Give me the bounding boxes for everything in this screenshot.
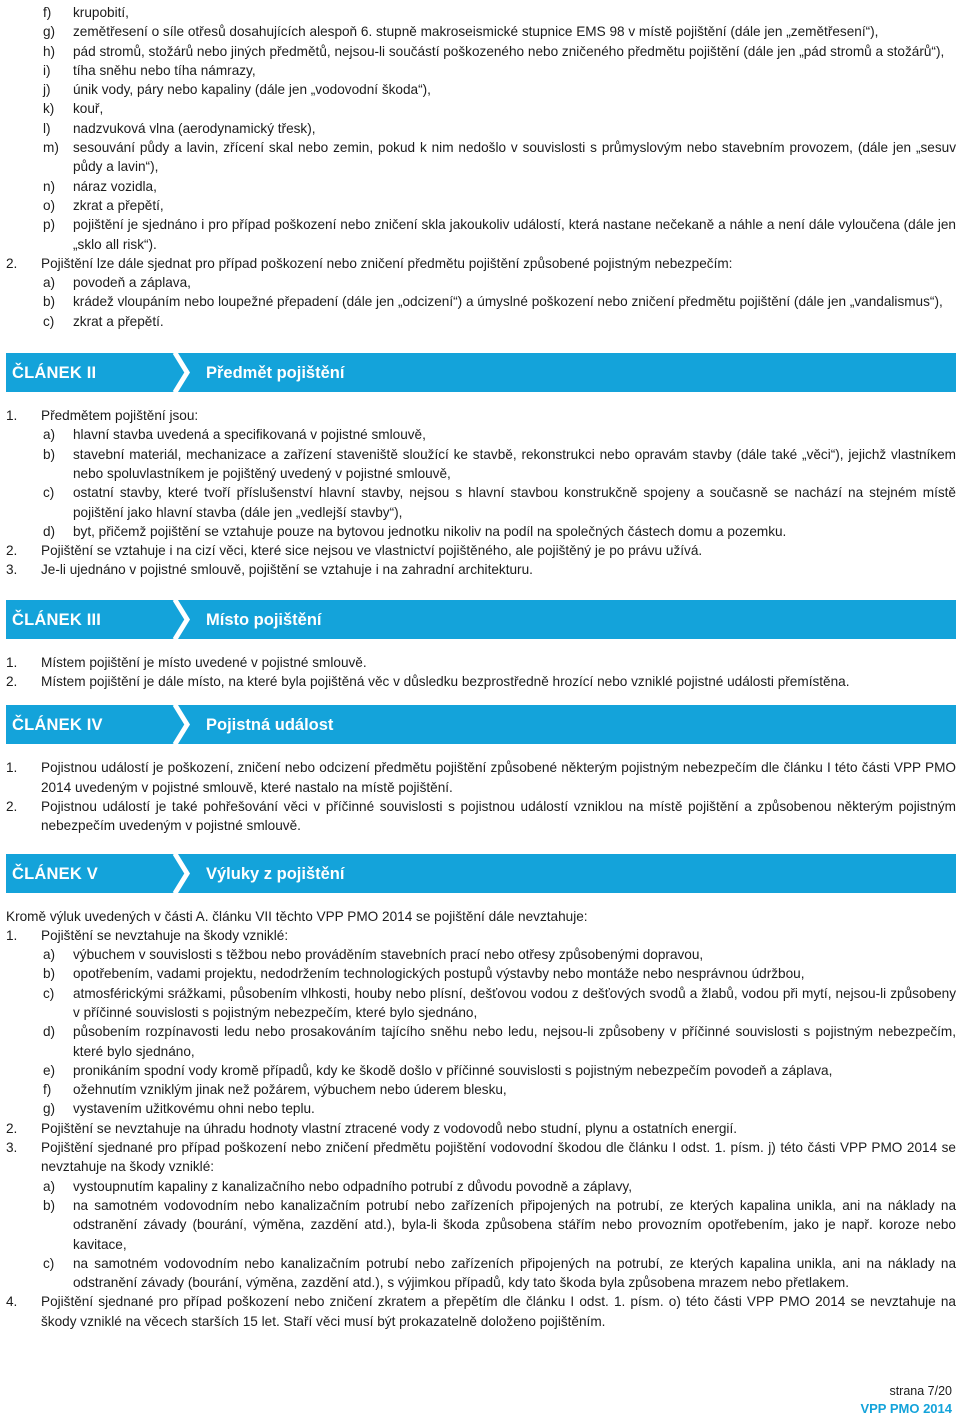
list-item bbox=[43, 1022, 956, 1061]
list-item bbox=[43, 215, 956, 254]
list-item bbox=[43, 1099, 956, 1118]
article-number: ČLÁNEK II bbox=[12, 364, 97, 383]
list-item bbox=[43, 42, 956, 61]
item-letter: g) bbox=[43, 24, 56, 40]
art2-point-1-list bbox=[6, 425, 956, 541]
item-text: ostatní stavby, které tvoří příslušenství hlavní stavby, nejsou s hlavní stavbou konstrukčně spojeny a současně se nachází na stejném místě pojištění jako hlavní stavba (dále jen „vedlejší stavby“), bbox=[73, 485, 956, 520]
list-item bbox=[43, 445, 956, 484]
item-letter: h) bbox=[43, 43, 56, 59]
article-title: Pojistná událost bbox=[206, 716, 334, 735]
item-text: krupobití, bbox=[73, 5, 129, 20]
article-header-band bbox=[6, 705, 956, 744]
point-text: Místem pojištění je dále místo, na které byla pojištěná věc v důsledku bezprostředně hrozící nebo vzniklé pojistné události přemístěna. bbox=[41, 674, 850, 690]
point-number: 4. bbox=[6, 1294, 18, 1310]
point-number: 3. bbox=[6, 1140, 18, 1156]
point-number: 2. bbox=[6, 543, 18, 559]
list-item bbox=[43, 483, 956, 522]
list-item bbox=[43, 61, 956, 80]
intro-point-2-list bbox=[6, 273, 956, 331]
item-text: opotřebením, vadami projektu, nedodržením technologických postupů výstavby nebo montáže nebo nesprávnou údržbou, bbox=[73, 966, 805, 982]
item-text: atmosférickými srážkami, působením vlhkosti, houby nebo plísní, dešťovou vodou z dešťových svodů a žlabů, vodou při mytí, nejsou-li způsobeny v příčinné souvislosti s pojistným nebezpečím, které bylo sjednáno, bbox=[73, 985, 956, 1020]
point-text: Pojištění se nevztahuje na úhradu hodnoty vlastní ztracené vody z vodovodů nebo studní, plynu a ostatních energií. bbox=[41, 1120, 738, 1136]
art5-point-3 bbox=[6, 1138, 956, 1177]
item-text: na samotném vodovodním nebo kanalizačním potrubí nebo zařízeních připojených na potrubí, ze kterých kapalina unikla, ani na náklady na odstranění závady (bourání, výměna, zazdění atd.), byla-li škoda způsobena stářím nebo provozním opotřebením, jako je např. koroze nebo kavitace, bbox=[73, 1197, 956, 1252]
item-text: tíha sněhu nebo tíha námrazy, bbox=[73, 62, 256, 78]
article-number: ČLÁNEK III bbox=[12, 610, 102, 629]
item-text: zemětřesení o síle otřesů dosahujících alespoň 6. stupně makroseismické stupnice EMS 98 v místě pojištění (dále jen „zemětřesení“), bbox=[73, 24, 879, 40]
art2-point-1 bbox=[6, 406, 956, 425]
point-number: 2. bbox=[6, 674, 18, 690]
item-text: kouř, bbox=[73, 101, 104, 117]
intro-point-2 bbox=[6, 254, 956, 273]
art5-intro: Kromě výluk uvedených v části A. článku VII těchto VPP PMO 2014 se pojištění dále nevztahuje: bbox=[6, 908, 588, 924]
item-text: na samotném vodovodním nebo kanalizačním potrubí nebo zařízeních připojených na potrubí, ze kterých kapalina unikla, ani na náklady na odstranění závady (bourání, výměna, zazdění atd.), s výjimkou případů, kdy tato škoda byla způsobena mrazem nebo přetlakem. bbox=[73, 1255, 956, 1291]
item-letter: a) bbox=[43, 947, 56, 963]
list-item bbox=[43, 273, 956, 292]
art3-point-2 bbox=[6, 672, 956, 691]
art2-point-3 bbox=[6, 560, 956, 579]
item-text: pád stromů, stožárů nebo jiných předmětů, nejsou-li součástí poškozeného nebo zničeného předmětu pojištění (dále jen „pád stromů a stožárů“), bbox=[73, 43, 945, 59]
item-letter: a) bbox=[43, 1178, 56, 1194]
page-number: strana 7/20 bbox=[889, 1384, 952, 1398]
item-letter: f) bbox=[43, 5, 52, 20]
item-text: sesouvání půdy a lavin, zřícení skal nebo zemin, pokud k nim nedošlo v souvislosti s průmyslovým nebo stavebním provozem, (dále jen „sesuv půdy a lavin“), bbox=[73, 140, 956, 175]
list-item bbox=[43, 425, 956, 444]
item-text: povodeň a záplava, bbox=[73, 275, 191, 291]
article-title: Předmět pojištění bbox=[206, 364, 345, 383]
point-text: Pojištění sjednané pro případ poškození nebo zničení zkratem a přepětím dle článku I odst. 1. písm. o) této části VPP PMO 2014 se nevztahuje na škody vzniklé na věcech starších 15 let. Staří věci musí být prokazatelně doloženo pojištěním. bbox=[41, 1294, 956, 1329]
item-text: pronikáním spodní vody kromě případů, kdy ke škodě došlo v příčinné souvislosti s pojistným nebezpečím povodeň a záplava, bbox=[73, 1062, 833, 1078]
item-letter: b) bbox=[43, 294, 56, 310]
point-number: 1. bbox=[6, 408, 18, 424]
item-text: únik vody, páry nebo kapaliny (dále jen „vodovodní škoda“), bbox=[73, 82, 431, 98]
art2-point-2 bbox=[6, 541, 956, 560]
item-letter: d) bbox=[43, 1024, 56, 1040]
item-letter: g) bbox=[43, 1101, 56, 1117]
list-item bbox=[43, 22, 956, 41]
point-text: Pojištění se nevztahuje na škody vzniklé: bbox=[41, 927, 289, 943]
list-item bbox=[43, 292, 956, 311]
item-text: krádež vloupáním nebo loupežné přepadení (dále jen „odcizení“) a úmyslné poškození nebo zničení předmětu pojištění (dále jen „vandalismus“), bbox=[73, 294, 943, 310]
list-item bbox=[43, 99, 956, 118]
item-text: hlavní stavba uvedená a specifikovaná v pojistné smlouvě, bbox=[73, 427, 426, 443]
article-header-band bbox=[6, 854, 956, 893]
point-number: 1. bbox=[6, 927, 18, 943]
art5-point-3-list bbox=[6, 1177, 956, 1293]
item-letter: a) bbox=[43, 275, 56, 291]
item-letter: i) bbox=[43, 62, 51, 78]
list-item bbox=[43, 312, 956, 331]
item-text: byt, přičemž pojištění se vztahuje pouze na bytovou jednotku nikoliv na podíl na společných částech domu a pozemku. bbox=[73, 523, 787, 539]
list-item bbox=[43, 945, 956, 964]
art5-point-2 bbox=[6, 1119, 956, 1138]
item-letter: f) bbox=[43, 1082, 52, 1098]
art4-point-2 bbox=[6, 797, 956, 836]
item-letter: a) bbox=[43, 427, 56, 443]
list-item bbox=[43, 138, 956, 177]
item-letter: o) bbox=[43, 197, 56, 213]
list-item bbox=[43, 1177, 956, 1196]
list-item bbox=[43, 1061, 956, 1080]
article-header-band bbox=[6, 353, 956, 392]
art5-point-1-list bbox=[6, 945, 956, 1119]
point-text: Pojištění sjednané pro případ poškození nebo zničení předmětu pojištění vodovodní škodou dle článku I odst. 1. písm. j) této části VPP PMO 2014 se nevztahuje na škody vzniklé: bbox=[41, 1140, 956, 1175]
item-letter: c) bbox=[43, 1255, 55, 1271]
point-number: 1. bbox=[6, 760, 18, 776]
art4-point-1 bbox=[6, 758, 956, 797]
list-item bbox=[43, 964, 956, 983]
point-number: 2. bbox=[6, 1120, 18, 1136]
point-text: Místem pojištění je místo uvedené v pojistné smlouvě. bbox=[41, 654, 367, 670]
item-text: výbuchem v souvislosti s těžbou nebo prováděním stavebních prací nebo otřesy způsobenými dopravou, bbox=[73, 947, 704, 963]
article-title: Místo pojištění bbox=[206, 610, 322, 629]
list-item bbox=[43, 1080, 956, 1099]
item-text: zkrat a přepětí, bbox=[73, 197, 164, 213]
list-item bbox=[43, 3, 956, 22]
item-letter: b) bbox=[43, 966, 56, 982]
art5-point-1 bbox=[6, 926, 956, 945]
list-item bbox=[43, 1254, 956, 1293]
point-number: 2. bbox=[6, 798, 18, 814]
intro-list bbox=[6, 3, 956, 254]
list-item bbox=[43, 119, 956, 138]
article-header-band bbox=[6, 600, 956, 639]
item-letter: l) bbox=[43, 120, 51, 136]
item-text: stavební materiál, mechanizace a zařízení staveniště sloužící ke stavbě, rekonstrukci nebo opravám stavby (dále také „věci“), jejichž vlastníkem nebo spoluvlastníkem je pojištěný uvedený v pojistné smlouvě, bbox=[73, 446, 956, 481]
item-text: zkrat a přepětí. bbox=[73, 313, 164, 329]
item-text: vystavením užitkovému ohni nebo teplu. bbox=[73, 1101, 315, 1117]
list-item bbox=[43, 196, 956, 215]
document-brand: VPP PMO 2014 bbox=[860, 1401, 952, 1416]
item-letter: p) bbox=[43, 217, 56, 233]
point-text: Pojistnou událostí je poškození, zničení nebo odcizení předmětu pojištění způsobené některým pojistným nebezpečím dle článku I této části VPP PMO 2014 uvedeným v pojistné smlouvě, které nastalo na místě pojištění. bbox=[41, 760, 956, 795]
article-number: ČLÁNEK IV bbox=[12, 716, 103, 735]
item-letter: c) bbox=[43, 485, 55, 501]
article-title: Výluky z pojištění bbox=[206, 864, 345, 883]
item-text: ožehnutím vzniklým jinak než požárem, výbuchem nebo úderem blesku, bbox=[73, 1082, 507, 1098]
article-number: ČLÁNEK V bbox=[12, 864, 98, 883]
article-3-header bbox=[6, 600, 956, 639]
item-letter: e) bbox=[43, 1062, 56, 1078]
point-text: Pojištění se vztahuje i na cizí věci, které sice nejsou ve vlastnictví pojištěného, ale pojištěný je po právu užívá. bbox=[41, 543, 703, 559]
point-text: Předmětem pojištění jsou: bbox=[41, 408, 199, 424]
art3-point-1 bbox=[6, 653, 956, 672]
art5-point-4 bbox=[6, 1292, 956, 1331]
item-letter: k) bbox=[43, 101, 55, 117]
list-item bbox=[43, 984, 956, 1023]
item-letter: b) bbox=[43, 446, 56, 462]
item-letter: n) bbox=[43, 178, 56, 194]
item-text: náraz vozidla, bbox=[73, 178, 157, 194]
item-text: nadzvuková vlna (aerodynamický třesk), bbox=[73, 120, 316, 136]
point-number: 2. bbox=[6, 255, 18, 271]
list-item bbox=[43, 1196, 956, 1254]
point-number: 3. bbox=[6, 562, 18, 578]
item-letter: d) bbox=[43, 523, 56, 539]
item-letter: c) bbox=[43, 313, 55, 329]
point-text: Pojištění lze dále sjednat pro případ poškození nebo zničení předmětu pojištění způsobené pojistným nebezpečím: bbox=[41, 255, 733, 271]
point-text: Pojistnou událostí je také pohřešování věci v příčinné souvislosti s pojistnou událostí vzniklou na místě pojištění a způsobenou některým pojistným nebezpečím uvedeným v pojistné smlouvě. bbox=[41, 798, 956, 834]
list-item bbox=[43, 177, 956, 196]
item-letter: j) bbox=[43, 82, 51, 98]
point-number: 1. bbox=[6, 654, 18, 670]
item-letter: m) bbox=[43, 140, 59, 156]
list-item bbox=[43, 80, 956, 99]
article-5-header bbox=[6, 854, 956, 893]
item-letter: c) bbox=[43, 985, 55, 1001]
document-page bbox=[6, 3, 956, 1331]
item-letter: b) bbox=[43, 1197, 56, 1213]
list-item bbox=[43, 522, 956, 541]
item-text: pojištění je sjednáno i pro případ poškození nebo zničení skla jakoukoliv událostí, která nastane nečekaně a náhle a není dále vyloučena (dále jen „sklo all risk“). bbox=[73, 217, 956, 252]
item-text: vystoupnutím kapaliny z kanalizačního nebo odpadního potrubí z důvodu povodně a záplavy, bbox=[73, 1178, 632, 1194]
article-4-header bbox=[6, 705, 956, 744]
point-text: Je-li ujednáno v pojistné smlouvě, pojištění se vztahuje i na zahradní architekturu. bbox=[41, 562, 533, 578]
article-2-header bbox=[6, 353, 956, 392]
item-text: působením rozpínavosti ledu nebo prosakováním tajícího sněhu nebo ledu, nejsou-li způsobeny v příčinné souvislosti s pojistným nebezpečím, které bylo sjednáno, bbox=[73, 1024, 956, 1059]
